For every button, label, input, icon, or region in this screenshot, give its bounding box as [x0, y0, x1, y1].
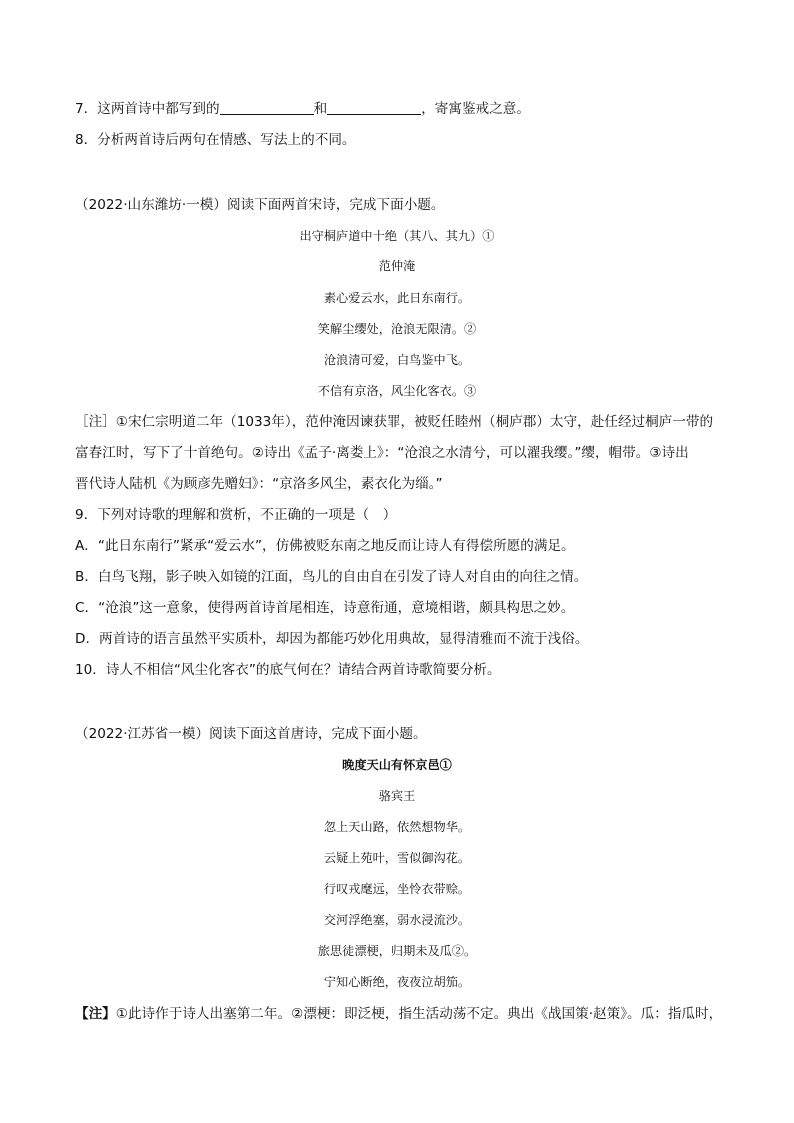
question-8: 8．分析两首诗后两句在情感、写法上的不同。 — [75, 132, 356, 148]
poem-line: 行叹戎麾远，坐怜衣带赊。 — [323, 882, 471, 896]
poem-line: 交河浮绝塞，弱水浸流沙。 — [323, 913, 471, 927]
note-text: ①此诗作于诗人出塞第二年。②漂梗：即泛梗，指生活动荡不定。典出《战国策·赵策》。瓜：指瓜时， — [115, 1006, 723, 1022]
poem-line: 不信有京洛，风尘化客衣。③ — [317, 384, 477, 398]
answer-blank-1[interactable] — [220, 101, 314, 115]
q7-text-after: ，寄寓鉴戒之意。 — [421, 101, 530, 117]
note-line — [75, 1005, 722, 1023]
q7-text-middle: 和 — [313, 101, 328, 117]
question-7 — [75, 100, 530, 118]
poem-title: 晚度天山有怀京邑① — [342, 758, 452, 772]
note-line: ［注］①宋仁宗明道二年（1033年），范仲淹因谏获罪，被贬任睦州（桐庐郡）太守，赴任经过桐庐一带的 — [75, 414, 714, 430]
poem-line: 笑解尘缨处，沧浪无限清。② — [317, 322, 477, 336]
note-line: 晋代诗人陆机《为顾彦先赠妇》：“京洛多风尘，素衣化为缁。” — [75, 476, 443, 492]
question-10: 10．诗人不相信“风尘化客衣”的底气何在？请结合两首诗歌简要分析。 — [75, 662, 501, 678]
answer-blank-2[interactable] — [327, 101, 421, 115]
poem-line: 沧浪清可爱，白鸟鉴中飞。 — [323, 353, 471, 367]
q7-text-before: 7．这两首诗中都写到的 — [75, 101, 220, 117]
poem-author: 范仲淹 — [378, 259, 416, 273]
poem-line: 忽上天山路，依然想物华。 — [323, 820, 471, 834]
question-9: 9．下列对诗歌的理解和赏析，不正确的一项是（ ） — [75, 507, 397, 523]
poem-author: 骆宾王 — [378, 789, 416, 803]
option-d[interactable]: D．两首诗的语言虽然平实质朴，却因为都能巧妙化用典故，显得清雅而不流于浅俗。 — [75, 631, 589, 647]
option-c[interactable]: C．“沧浪”这一意象，使得两首诗首尾相连，诗意衔通，意境相谐，颇具构思之妙。 — [75, 600, 575, 616]
note-label: 【注】 — [75, 1006, 116, 1022]
note-line: 富春江时，写下了十首绝句。②诗出《孟子·离娄上》：“沧浪之水清兮，可以濯我缨。”缨，帽带。③诗出 — [75, 445, 689, 461]
poem-line: 旅思徒漂梗，归期未及瓜②。 — [317, 944, 477, 958]
poem-line: 云疑上苑叶，雪似御沟花。 — [323, 851, 471, 865]
poem-line: 素心爱云水，此日东南行。 — [323, 291, 471, 305]
option-b[interactable]: B．白鸟飞翔，影子映入如镜的江面，鸟儿的自由自在引发了诗人对自由的向往之情。 — [75, 569, 588, 585]
poem-title: 出守桐庐道中十绝（其八、其九）① — [299, 229, 495, 243]
section-intro: （2022·山东潍坊·一模）阅读下面两首宋诗，完成下面小题。 — [75, 197, 445, 213]
poem-line: 宁知心断绝，夜夜泣胡笳。 — [323, 975, 471, 989]
option-a[interactable]: A．“此日东南行”紧承“爱云水”，仿佛被贬东南之地反而让诗人有得偿所愿的满足。 — [75, 538, 575, 554]
section-intro: （2022·江苏省一模）阅读下面这首唐诗，完成下面小题。 — [75, 726, 427, 742]
